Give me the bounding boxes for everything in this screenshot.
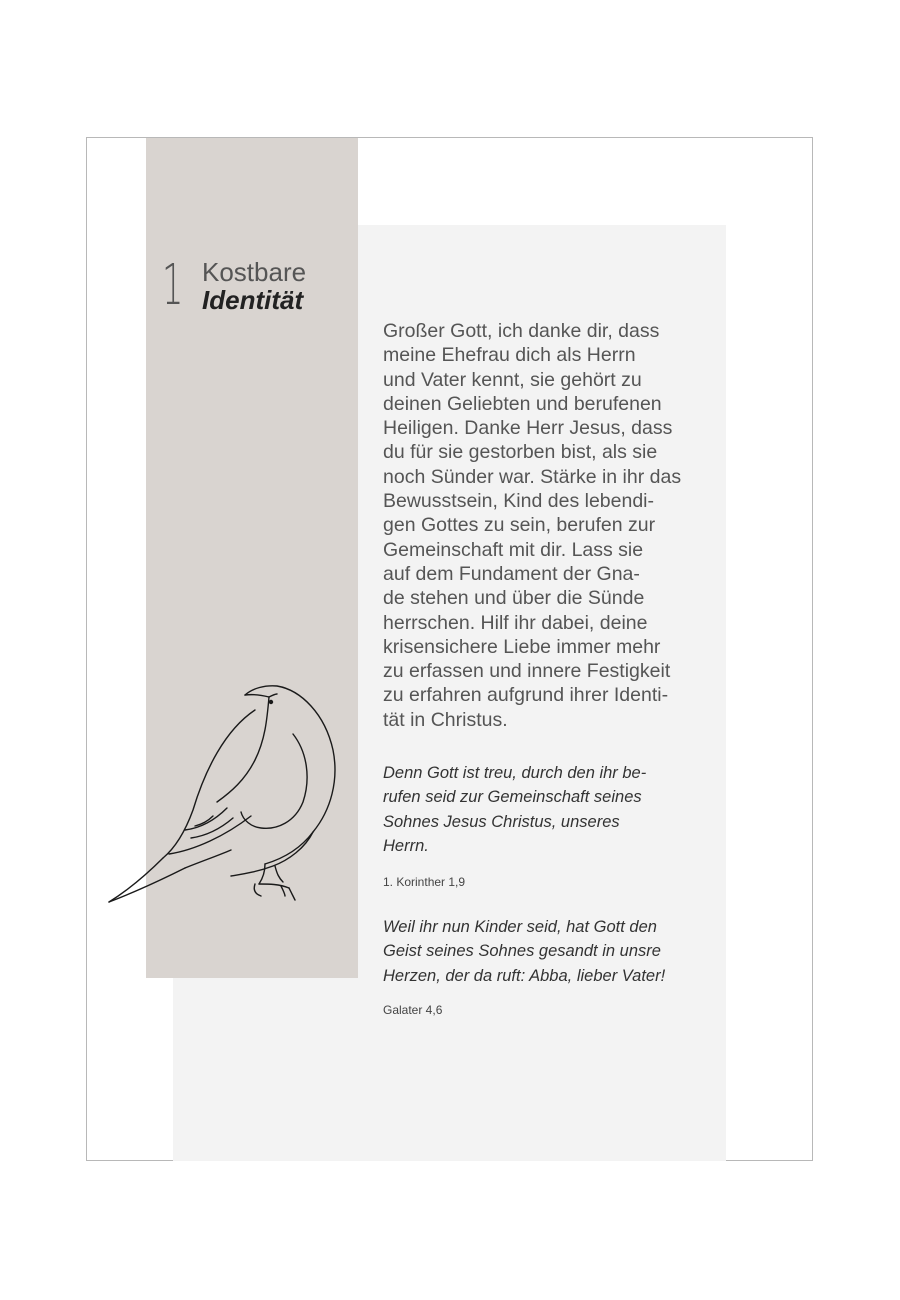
verse-reference-2: Galater 4,6 xyxy=(383,1003,443,1017)
verse-line: Weil ihr nun Kinder seid, hat Gott den xyxy=(383,918,657,936)
prayer-line: gen Gottes zu sein, berufen zur xyxy=(383,514,656,537)
prayer-line: deinen Geliebten und berufenen xyxy=(383,392,662,415)
prayer-line: Gemeinschaft mit dir. Lass sie xyxy=(383,538,644,561)
chapter-heading xyxy=(162,253,307,318)
prayer-text xyxy=(383,319,713,732)
prayer-line: auf dem Fundament der Gna- xyxy=(383,562,640,585)
prayer-line: zu erfahren aufgrund ihrer Identi- xyxy=(383,684,669,707)
bible-verse-1 xyxy=(383,761,713,859)
prayer-line: noch Sünder war. Stärke in ihr das xyxy=(383,465,682,488)
prayer-line: zu erfassen und innere Festigkeit xyxy=(383,660,671,683)
prayer-line: de stehen und über die Sünde xyxy=(383,587,645,610)
prayer-line: Heiligen. Danke Herr Jesus, dass xyxy=(383,417,673,440)
prayer-line: meine Ehefrau dich als Herrn xyxy=(383,344,636,367)
chapter-title xyxy=(202,258,306,314)
prayer-line: du für sie gestorben bist, als sie xyxy=(383,441,658,464)
verse-line: Denn Gott ist treu, durch den ihr be- xyxy=(383,764,647,782)
verse-line: rufen seid zur Gemeinschaft seines xyxy=(383,788,642,807)
bird-line-drawing-icon xyxy=(105,680,345,920)
prayer-line: Bewusstsein, Kind des lebendi- xyxy=(383,490,654,513)
verse-line: Geist seines Sohnes gesandt in unsre xyxy=(383,942,661,961)
verse-line: Sohnes Jesus Christus, unseres xyxy=(383,812,620,831)
verse-line: Herrn. xyxy=(383,837,429,856)
chapter-title-line2: Identität xyxy=(202,285,304,315)
verse-reference-1: 1. Korinther 1,9 xyxy=(383,875,466,889)
bible-verse-2 xyxy=(383,915,713,988)
chapter-title-line1: Kostbare xyxy=(202,257,307,287)
prayer-line: tät in Christus. xyxy=(383,708,508,731)
prayer-line: Großer Gott, ich danke dir, dass xyxy=(383,320,660,342)
prayer-line: herrschen. Hilf ihr dabei, deine xyxy=(383,611,648,634)
prayer-line: krisensichere Liebe immer mehr xyxy=(383,635,661,658)
verse-line: Herzen, der da ruft: Abba, lieber Vater! xyxy=(383,966,666,985)
chapter-number: 1 xyxy=(162,253,183,318)
prayer-line: und Vater kennt, sie gehört zu xyxy=(383,368,642,391)
